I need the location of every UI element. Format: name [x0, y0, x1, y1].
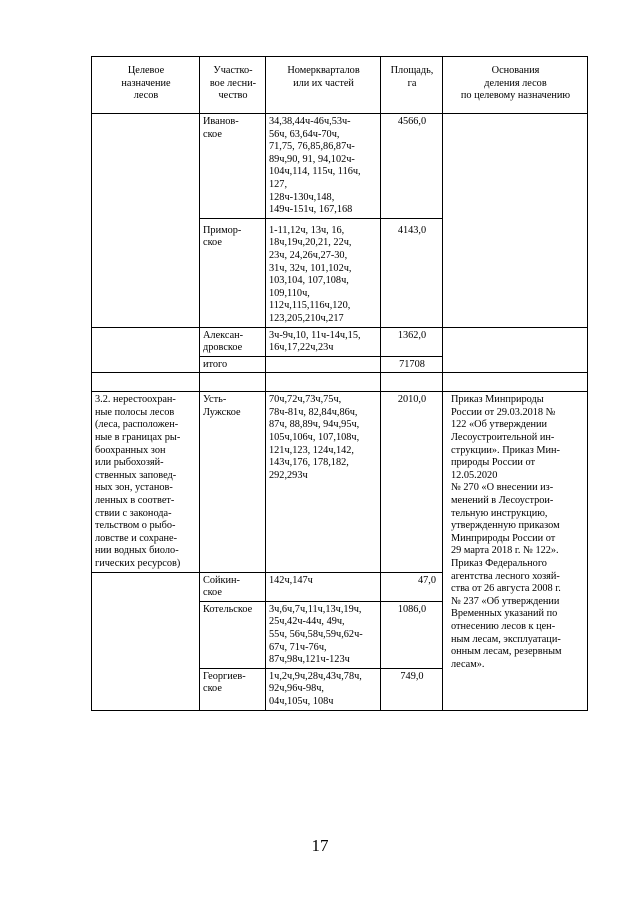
district-cell: Георгиев- ское [200, 668, 266, 710]
district-cell: Усть- Лужское [200, 392, 266, 572]
quarters-cell: 34,38,44ч-46ч,53ч- 56ч, 63,64ч-70ч, 71,75, 76,85,86,87ч- 89ч,90, 91, 94,102ч- 104ч,114, 115ч, 116ч, 127, 128ч-130ч,148, 149ч-151ч, 167,168 [266, 114, 381, 219]
area-cell: 749,0 [381, 668, 443, 710]
header-quarters: Номеркварталов или их частей [266, 57, 381, 114]
quarters-cell: 3ч-9ч,10, 11ч-14ч,15, 16ч,17,22ч,23ч [266, 327, 381, 356]
page-number: 17 [311, 836, 329, 855]
table-row [92, 327, 588, 356]
district-cell: Примор- ское [200, 218, 266, 327]
forest-purpose-table [91, 56, 588, 711]
purpose-cell: 3.2. нерестоохран- ные полосы лесов (леса, расположен- ные в границах ры- боохранных зон или рыбохозяй- ственных заповед- ных зон, установ- ленных в соответ- ствии с законода- тельством о рыбо- ловстве и сохране- нии водных биоло- гических ресурсов) [92, 392, 200, 572]
area-cell: 1362,0 [381, 327, 443, 356]
district-cell: Котельское [200, 601, 266, 668]
total-spacer [266, 356, 381, 373]
header-purpose: Целевое назначение лесов [92, 57, 200, 114]
quarters-cell: 3ч,6ч,7ч,11ч,13ч,19ч, 25ч,42ч-44ч, 49ч, 55ч, 56ч,58ч,59ч,62ч- 67ч, 71ч-76ч, 87ч,98ч,121ч-123ч [266, 601, 381, 668]
district-cell: Алексан- дровское [200, 327, 266, 356]
basis-cell: Приказ Минприроды России от 29.03.2018 № 122 «Об утверждении Лесоустроительной ин- струкции». Приказ Мин- природы России от 12.05.2020 № 270 «О внесении из- менений в Лесоустрои- тельную инструкцию, утвержденную приказом Минприроды России от 29 марта 2018 г. № 122». Приказ Федерального агентства лесного хозяй- ства от 26 августа 2008 г. № 237 «Об утверждении Временных указаний по отнесению лесов к цен- ным лесам, эксплуатаци- онным лесам, резервным лесам». [443, 392, 588, 710]
quarters-cell: 1-11,12ч, 13ч, 16, 18ч,19ч,20,21, 22ч, 23ч, 24,26ч,27-30, 31ч, 32ч, 101,102ч, 103,104, 107,108ч, 109,110ч, 112ч,115,116ч,120, 123,205,210ч,217 [266, 218, 381, 327]
header-basis: Основания деления лесов по целевому назначению [443, 57, 588, 114]
basis-cell-empty [443, 327, 588, 373]
purpose-cell-empty [92, 572, 200, 710]
total-value: 71708 [381, 356, 443, 373]
area-cell: 4143,0 [381, 218, 443, 327]
total-label: итого [200, 356, 266, 373]
area-cell: 47,0 [381, 572, 443, 601]
basis-cell-empty [443, 114, 588, 328]
table-row [92, 392, 588, 572]
header-row [92, 57, 588, 114]
quarters-cell: 70ч,72ч,73ч,75ч, 78ч-81ч, 82,84ч,86ч, 87ч, 88,89ч, 94ч,95ч, 105ч,106ч, 107,108ч, 121ч,123, 124ч,142, 143ч,176, 178,182, 292,293ч [266, 392, 381, 572]
quarters-cell: 1ч,2ч,9ч,28ч,43ч,78ч, 92ч,96ч-98ч, 04ч,105ч, 108ч [266, 668, 381, 710]
header-area: Площадь, га [381, 57, 443, 114]
purpose-cell-empty [92, 114, 200, 328]
purpose-cell-empty [92, 327, 200, 373]
district-cell: Иванов- ское [200, 114, 266, 219]
header-district: Участко- вое лесни- чество [200, 57, 266, 114]
area-cell: 1086,0 [381, 601, 443, 668]
section-gap [92, 373, 588, 392]
table-row [92, 114, 588, 219]
area-cell: 2010,0 [381, 392, 443, 572]
district-cell: Сойкин- ское [200, 572, 266, 601]
quarters-cell: 142ч,147ч [266, 572, 381, 601]
area-cell: 4566,0 [381, 114, 443, 219]
